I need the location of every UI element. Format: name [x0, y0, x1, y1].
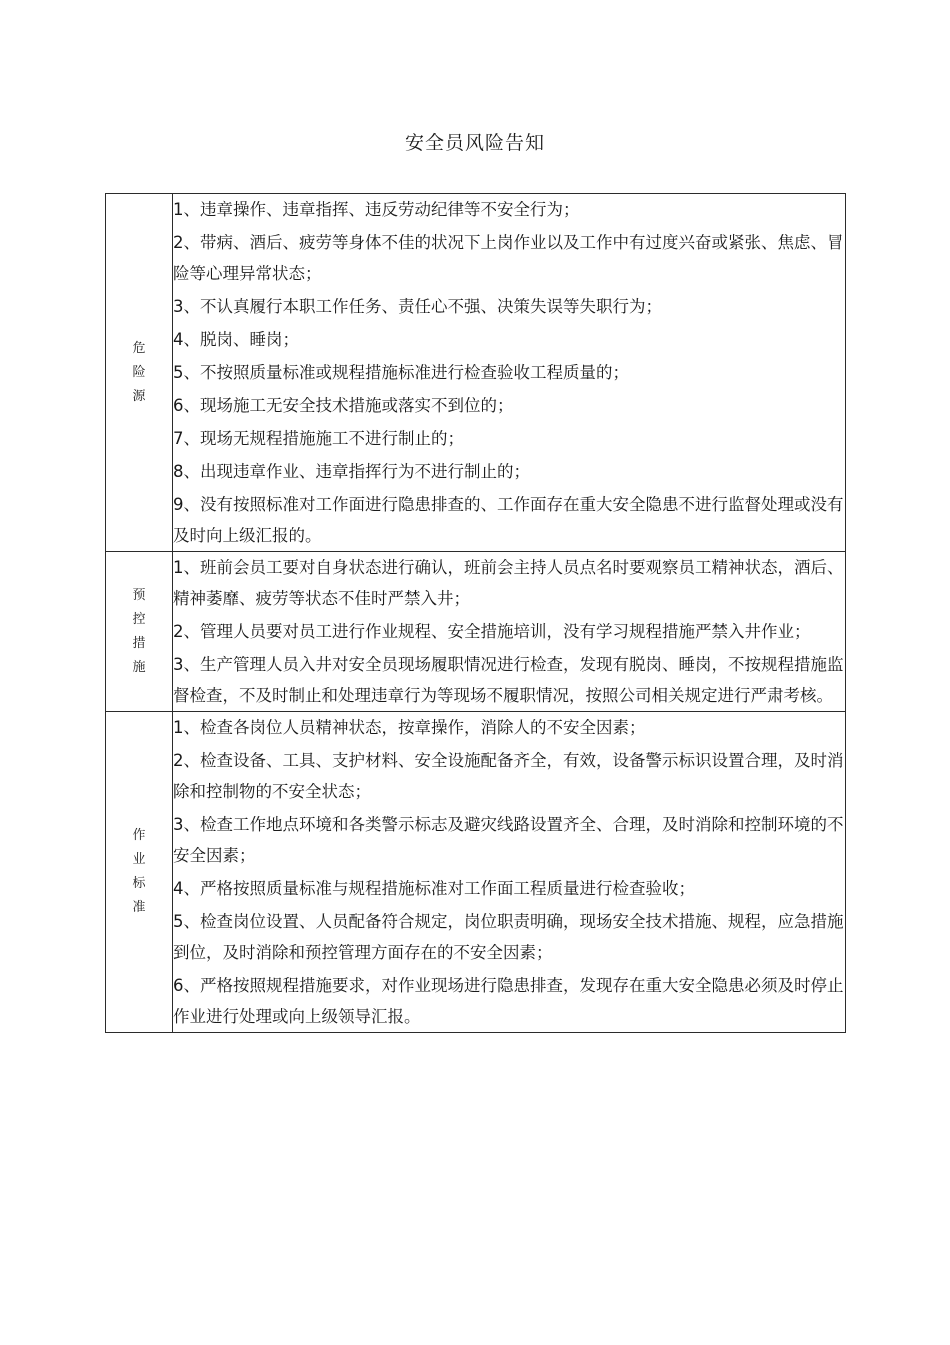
- row-label-hazard-sources: [106, 194, 173, 552]
- list-item: 9、没有按照标准对工作面进行隐患排查的、工作面存在重大安全隐患不进行监督处理或没有及时向上级汇报的。: [173, 495, 844, 545]
- row-label-preventive-measures: [106, 552, 173, 712]
- label-char: 准: [132, 900, 146, 915]
- row-content-preventive-measures: [173, 552, 846, 712]
- row-content-hazard-sources: [173, 194, 846, 552]
- list-item: 3、检查工作地点环境和各类警示标志及避灾线路设置齐全、合理，及时消除和控制环境的不安全因素；: [173, 815, 844, 865]
- list-item: 4、脱岗、睡岗；: [173, 330, 299, 349]
- label-char: 措: [132, 635, 146, 651]
- label-char: 业: [132, 852, 146, 867]
- label-char: 危: [132, 340, 146, 356]
- list-item: 3、生产管理人员入井对安全员现场履职情况进行检查，发现有脱岗、睡岗，不按规程措施监督检查，不及时制止和处理违章行为等现场不履职情况，按照公司相关规定进行严肃考核。: [173, 655, 844, 705]
- list-item: 2、检查设备、工具、支护材料、安全设施配备齐全，有效，设备警示标识设置合理，及时消除和控制物的不安全状态；: [173, 751, 844, 801]
- list-item: 4、严格按照质量标准与规程措施标准对工作面工程质量进行检查验收；: [173, 879, 695, 898]
- label-char: 预: [132, 587, 146, 603]
- table-row-work-standards: [106, 712, 846, 1033]
- row-content-work-standards: [173, 712, 846, 1033]
- label-char: 源: [132, 388, 146, 404]
- list-item: 5、检查岗位设置、人员配备符合规定，岗位职责明确，现场安全技术措施、规程，应急措施到位，及时消除和预控管理方面存在的不安全因素；: [173, 912, 844, 962]
- list-item: 6、现场施工无安全技术措施或落实不到位的；: [173, 396, 514, 415]
- list-item: 2、管理人员要对员工进行作业规程、安全措施培训，没有学习规程措施严禁入井作业；: [173, 622, 811, 641]
- label-char: 标: [132, 876, 146, 891]
- list-item: 1、检查各岗位人员精神状态，按章操作，消除人的不安全因素；: [173, 718, 646, 737]
- table-row-hazard-sources: [106, 194, 846, 552]
- list-item: 1、班前会员工要对自身状态进行确认，班前会主持人员点名时要观察员工精神状态，酒后、精神萎靡、疲劳等状态不佳时严禁入井；: [173, 558, 844, 608]
- list-item: 3、不认真履行本职工作任务、责任心不强、决策失误等失职行为；: [173, 297, 662, 316]
- list-item: 7、现场无规程措施施工不进行制止的；: [173, 429, 464, 448]
- risk-notice-table: [105, 193, 846, 1033]
- row-label-work-standards: [106, 712, 173, 1033]
- list-item: 8、出现违章作业、违章指挥行为不进行制止的；: [173, 462, 530, 481]
- table-row-preventive-measures: [106, 552, 846, 712]
- list-item: 2、带病、酒后、疲劳等身体不佳的状况下上岗作业以及工作中有过度兴奋或紧张、焦虑、冒险等心理异常状态；: [173, 233, 844, 283]
- label-char: 施: [132, 659, 146, 675]
- label-char: 作: [132, 828, 146, 843]
- page-title: 安全员风险告知: [404, 132, 545, 154]
- list-item: 5、不按照质量标准或规程措施标准进行检查验收工程质量的；: [173, 363, 629, 382]
- list-item: 6、严格按照规程措施要求，对作业现场进行隐患排查，发现存在重大安全隐患必须及时停止作业进行处理或向上级领导汇报。: [173, 976, 844, 1026]
- label-char: 险: [132, 364, 146, 380]
- list-item: 1、违章操作、违章指挥、违反劳动纪律等不安全行为；: [173, 200, 580, 219]
- label-char: 控: [132, 611, 146, 627]
